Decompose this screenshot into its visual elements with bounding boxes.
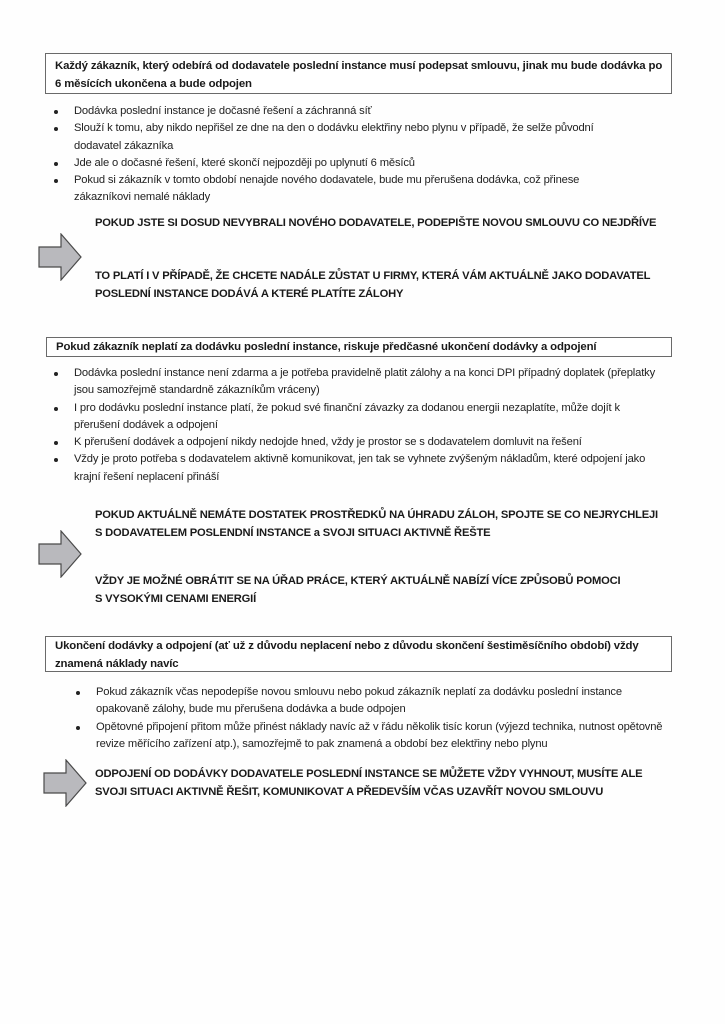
section-2-bullet-list (48, 365, 688, 486)
section-1-callout-1: POKUD JSTE SI DOSUD NEVYBRALI NOVÉHO DODAVATELE, PODEPIŠTE NOVOU SMLOUVU CO NEJDŘÍVE (95, 217, 657, 229)
list-item: Slouží k tomu, aby nikdo nepřišel ze dne na den o dodávku elektřiny nebo plynu v případě, že selže původní dodavatel zákazníka (48, 120, 678, 155)
right-arrow-icon (38, 233, 82, 281)
section-3-heading-box (45, 636, 672, 672)
bullet-icon (54, 110, 58, 114)
section-2-callout-2: VŽDY JE MOŽNÉ OBRÁTIT SE NA ÚŘAD PRÁCE, KTERÝ AKTUÁLNĚ NABÍZÍ VÍCE ZPŮSOBŮ POMOCI S VYSOKÝMI CENAMI ENERGIÍ (95, 575, 621, 605)
list-item: Dodávka poslední instance je dočasné řešení a záchranná síť (48, 103, 678, 120)
section-3-bullet-list (70, 684, 690, 753)
list-item: K přerušení dodávek a odpojení nikdy nedojde hned, vždy je prostor se s dodavatelem domluvit na řešení (48, 434, 688, 451)
section-1-heading-box (45, 53, 672, 94)
right-arrow-icon (43, 759, 87, 807)
bullet-icon (76, 726, 80, 730)
right-arrow-icon (38, 530, 82, 578)
bullet-icon (76, 691, 80, 695)
bullet-icon (54, 407, 58, 411)
section-1-heading: Každý zákazník, který odebírá od dodavatele poslední instance musí podepsat smlouvu, jinak mu bude dodávka po 6 měsících ukončena a bude odpojen (55, 60, 663, 90)
list-item: Jde ale o dočasné řešení, které skončí nejpozději po uplynutí 6 měsíců (48, 155, 678, 172)
bullet-icon (54, 372, 58, 376)
list-item: Pokud si zákazník v tomto období nenajde nového dodavatele, bude mu přerušena dodávka, což přinese zákazníkovi nemalé náklady (48, 172, 678, 207)
list-item: Pokud zákazník včas nepodepíše novou smlouvu nebo pokud zákazník neplatí za dodávku poslední instance opakovaně zálohy, bude mu přerušena dodávka a bude odpojen (70, 684, 690, 719)
section-2-heading-box (46, 337, 672, 357)
bullet-icon (54, 458, 58, 462)
list-item: Dodávka poslední instance není zdarma a je potřeba pravidelně platit zálohy a na konci DPI případný doplatek (přeplatky jsou samozřejmě standardně zákazníkům vráceny) (48, 365, 688, 400)
section-3-callout-1: ODPOJENÍ OD DODÁVKY DODAVATELE POSLEDNÍ INSTANCE SE MŮŽETE VŽDY VYHNOUT, MUSÍTE ALE SVOJI SITUACI AKTIVNĚ ŘEŠIT, KOMUNIKOVAT A PŘEDEVŠÍM VČAS UZAVŘÍT NOVOU SMLOUVU (95, 768, 643, 798)
list-item: Vždy je proto potřeba s dodavatelem aktivně komunikovat, jen tak se vyhnete zvýšeným nákladům, které odpojení jako krajní řešení neplacení přináší (48, 451, 688, 486)
bullet-icon (54, 127, 58, 131)
list-item: I pro dodávku poslední instance platí, že pokud své finanční závazky za dodanou energii nezaplatíte, může dojít k přerušení dodávek a odpojení (48, 400, 688, 435)
section-2-callout-1: POKUD AKTUÁLNĚ NEMÁTE DOSTATEK PROSTŘEDKŮ NA ÚHRADU ZÁLOH, SPOJTE SE CO NEJRYCHLEJI S DODAVATELEM POSLENDNÍ INSTANCE a SVOJI SITUACI AKTIVNĚ ŘEŠTE (95, 509, 658, 539)
bullet-icon (54, 162, 58, 166)
list-item: Opětovné připojení přitom může přinést náklady navíc až v řádu několik tisíc korun (výjezd technika, nutnost opětovně revize měřícího zařízení atp.), samozřejmě to pak znamená a období bez elektřiny nebo plynu (70, 719, 690, 754)
section-1-callout-2: TO PLATÍ I V PŘÍPADĚ, ŽE CHCETE NADÁLE ZŮSTAT U FIRMY, KTERÁ VÁM AKTUÁLNĚ JAKO DODAVATEL POSLEDNÍ INSTANCE DODÁVÁ A KTERÉ PLATÍTE ZÁLOHY (95, 270, 651, 300)
section-3-heading: Ukončení dodávky a odpojení (ať už z důvodu neplacení nebo z důvodu skončení šestiměsíčního období) vždy znamená náklady navíc (55, 640, 639, 670)
section-2-heading: Pokud zákazník neplatí za dodávku poslední instance, riskuje předčasné ukončení dodávky a odpojení (56, 341, 597, 353)
section-1-bullet-list (48, 103, 678, 207)
bullet-icon (54, 441, 58, 445)
bullet-icon (54, 179, 58, 183)
